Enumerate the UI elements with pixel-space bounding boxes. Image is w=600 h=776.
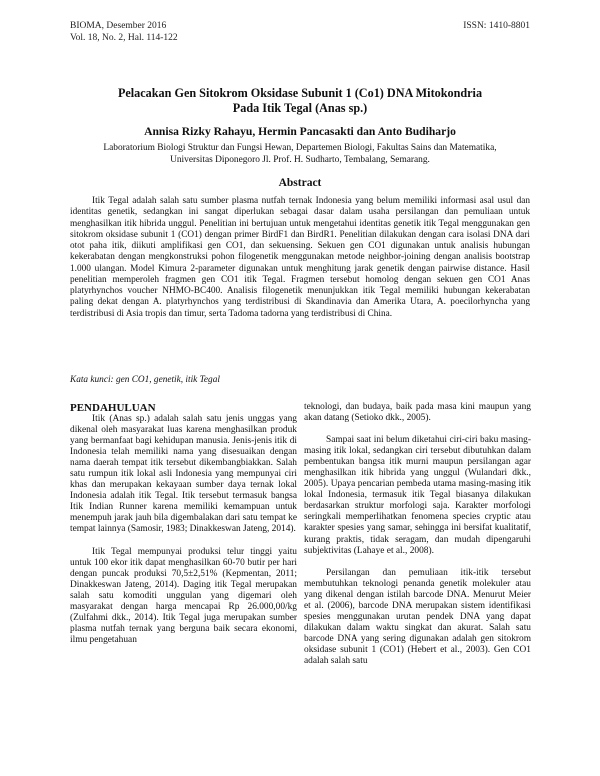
paragraph: teknologi, dan budaya, baik pada masa kini maupun yang akan datang (Setioko dkk., 2005). <box>304 402 531 424</box>
authors: Annisa Rizky Rahayu, Hermin Pancasakti dan Anto Budiharjo <box>144 125 456 138</box>
keywords: Kata kunci: gen CO1, genetik, itik Tegal <box>70 375 220 385</box>
paragraph: Itik (Anas sp.) adalah salah satu jenis unggas yang dikenal oleh masyarakat luas karena menghasilkan produk yang bermanfaat bagi kehidupan manusia. Jenis-jenis itik di Indonesia telah memiliki nama yang disesuaikan dengan nama daerah tempat itik tersebut dikembangbiakkan. Salah satu rumpun itik lokal asli Indonesia yang mempunyai ciri khas dan merupakan kekayaan sumber daya ternak lokal Indonesia adalah itik Tegal. Itik tersebut termasuk bangsa Itik Indian Runner karena memiliki kemampuan untuk menempuh jarak jauh bila digembalakan dari satu tempat ke tempat lainnya (Samosir, 1983; Dinakkeswan Jateng, 2014). <box>70 414 297 535</box>
affiliation-line-1: Laboratorium Biologi Struktur dan Fungsi Hewan, Departemen Biologi, Fakultas Sains dan Matematika, <box>103 143 497 153</box>
journal-volume: Vol. 18, No. 2, Hal. 114-122 <box>70 33 178 43</box>
affiliation-line-2: Universitas Diponegoro Jl. Prof. H. Sudharto, Tembalang, Semarang. <box>170 154 430 165</box>
article-title <box>70 86 530 116</box>
abstract-heading: Abstract <box>278 177 322 189</box>
title-line-1: Pelacakan Gen Sitokrom Oksidase Subunit 1 (Co1) DNA Mitokondria <box>117 86 483 100</box>
paragraph: Sampai saat ini belum diketahui ciri-ciri baku masing-masing itik lokal, sedangkan ciri tersebut dibutuhkan dalam pembentukan bangsa itik murni maupun persilangan agar menghasilkan itik hibrida yang unggul (Wulandari dkk., 2005). Upaya pencarian pembeda utama masing-masing itik lokal Indonesia, termasuk itik Tegal biasanya dilakukan berdasarkan struktur morfologi saja. Karakter morfologi seringkali memperlihatkan fenomena species cryptic atau karakter spesies yang samar, sehingga ini bersifat kualitatif, kurang praktis, tidak seragam, dan mudah dipengaruhi subjektivitas (Lahaye et al., 2008). <box>304 435 531 556</box>
body-column-left <box>70 402 297 646</box>
paragraph: Itik Tegal mempunyai produksi telur tinggi yaitu untuk 100 ekor itik dapat menghasilkan 60-70 butir per hari dengan puncak produksi 70,5±2,51% (Kepmentan, 2011; Dinakkeswan Jateng, 2014). Daging itik Tegal merupakan salah satu komoditi unggulan yang digemari oleh masyarakat dengan harga mencapai Rp 26.000,00/kg (Zulfahmi dkk., 2014). Itik Tegal juga merupakan sumber plasma nutfah ternak yang berguna baik secara ekonomi, ilmu pengetahuan <box>70 546 297 645</box>
journal-header <box>70 20 178 44</box>
paragraph: Persilangan dan pemuliaan itik-itik tersebut membutuhkan teknologi penanda genetik molekuler atau yang dikenal dengan istilah barcode DNA. Menurut Meier et al. (2006), barcode DNA merupakan sistem identifikasi spesies menggunakan urutan pendek DNA yang dapat dilakukan dalam waktu singkat dan akurat. Salah satu barcode DNA yang sering digunakan adalah gen sitokrom oksidase subunit 1 (CO1) (Hebert et al., 2003). Gen CO1 adalah salah satu <box>304 567 531 666</box>
title-line-2: Pada Itik Tegal (Anas sp.) <box>232 101 368 115</box>
body-column-right <box>304 402 531 667</box>
journal-name: BIOMA, Desember 2016 <box>70 21 167 31</box>
affiliation <box>70 143 530 166</box>
issn: ISSN: 1410-8801 <box>463 21 530 31</box>
abstract-text: Itik Tegal adalah salah satu sumber plasma nutfah ternak Indonesia yang belum memiliki informasi asal usul dan identitas genetik, sedangkan ini sangat diperlukan sebagai dasar dalam usaha persilangan dan pemuliaan untuk menghasilkan itik hibrida unggul. Penelitian ini bertujuan untuk mengetahui identitas genetik itik Tegal menggunakan gen sitokrom oksidase subunit 1 (CO1) dengan primer BirdF1 dan BirdR1. Penelitian dilakukan dengan cara isolasi DNA dari otot paha itik, diikuti amplifikasi gen CO1, dan sekuensing. Sekuen gen CO1 digunakan untuk analisis hubungan kekerabatan dengan mengkonstruksi pohon filogenetik menggunakan metode neighbor-joining dengan analisis bootstrap 1.000 ulangan. Model Kimura 2-parameter digunakan untuk menghitung jarak genetik dengan pairwise distance. Hasil penelitian memperoleh fragmen gen CO1 itik Tegal. Fragmen tersebut homolog dengan sekuen gen CO1 Anas platyrhynchos voucher NHMO-BC400. Analisis filogenetik menunjukkan itik Tegal memiliki hubungan kekerabatan paling dekat dengan A. platyrhynchos yang terdistribusi di Skandinavia dan Amerika Utara, A. poecilorhyncha yang terdistribusi di Asia tropis dan timur, serta Tadoma tadorna yang terdistribusi di China. <box>70 196 530 319</box>
section-heading: PENDAHULUAN <box>70 402 156 414</box>
